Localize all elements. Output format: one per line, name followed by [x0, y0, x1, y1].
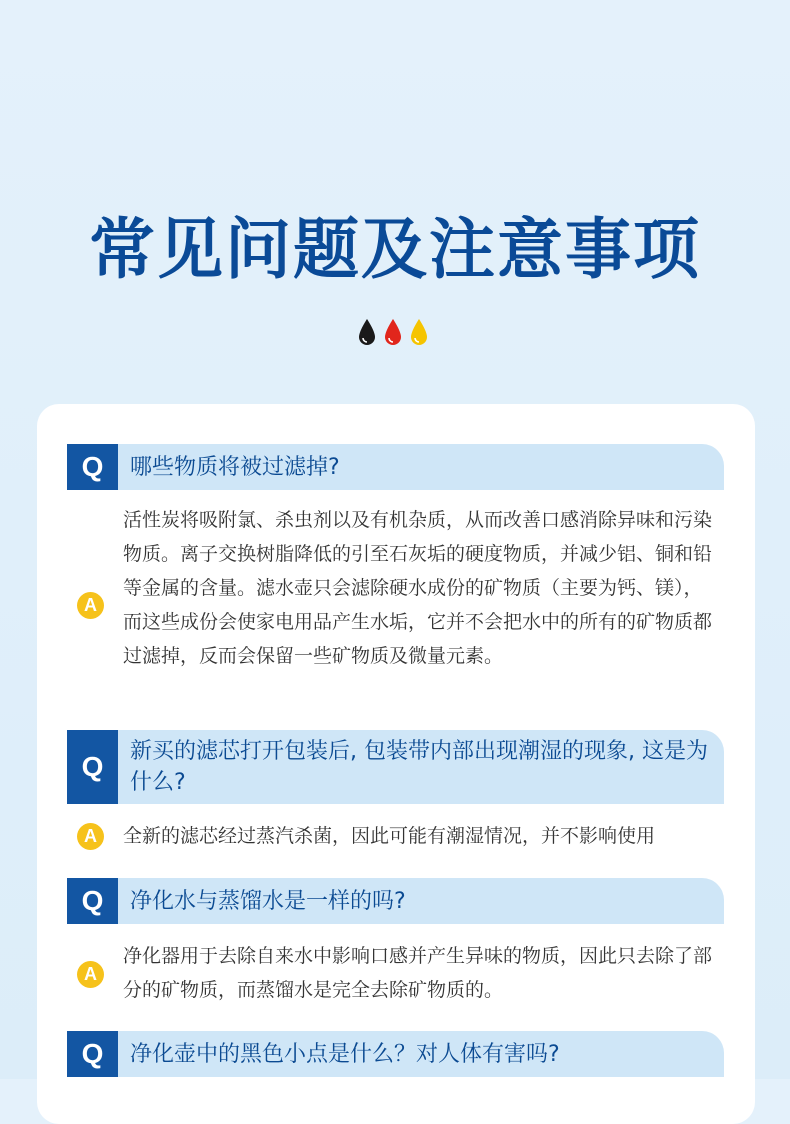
- black-drop-icon: [357, 318, 377, 346]
- question-text: 新买的滤芯打开包装后, 包装带内部出现潮湿的现象, 这是为什么?: [118, 730, 724, 804]
- a-badge: A: [77, 592, 104, 619]
- question-row-4: [67, 1031, 724, 1077]
- a-badge: A: [77, 961, 104, 988]
- answer-text: 活性炭将吸附氯、杀虫剂以及有机杂质，从而改善口感消除异味和污染物质。离子交换树脂降低的引至石灰垢的硬度物质，并减少铝、铜和铅等金属的含量。滤水壶只会滤除硬水成份的矿物质（主要为钙、镁），而这些成份会使家电用品产生水垢，它并不会把水中的所有的矿物质都过滤掉，反而会保留一些矿物质及微量元素。: [123, 509, 713, 667]
- question-row-1: [67, 444, 724, 490]
- answer-text: 全新的滤芯经过蒸汽杀菌，因此可能有潮湿情况，并不影响使用: [123, 825, 656, 847]
- red-drop-icon: [383, 318, 403, 346]
- answer-text: 净化器用于去除自来水中影响口感并产生异味的物质，因此只去除了部分的矿物质，而蒸馏水是完全去除矿物质的。: [123, 945, 713, 1001]
- page-title: 常见问题及注意事项: [89, 211, 701, 288]
- q-badge: Q: [67, 730, 118, 804]
- question-text: 净化壶中的黑色小点是什么？对人体有害吗?: [118, 1031, 724, 1077]
- water-drops: [357, 318, 429, 346]
- a-badge: A: [77, 823, 104, 850]
- yellow-drop-icon: [409, 318, 429, 346]
- question-text: 哪些物质将被过滤掉?: [118, 444, 724, 490]
- q-badge: Q: [67, 878, 118, 924]
- question-row-3: [67, 878, 724, 924]
- q-badge: Q: [67, 1031, 118, 1077]
- q-badge: Q: [67, 444, 118, 490]
- question-text: 净化水与蒸馏水是一样的吗?: [118, 878, 724, 924]
- question-row-2: [67, 730, 724, 804]
